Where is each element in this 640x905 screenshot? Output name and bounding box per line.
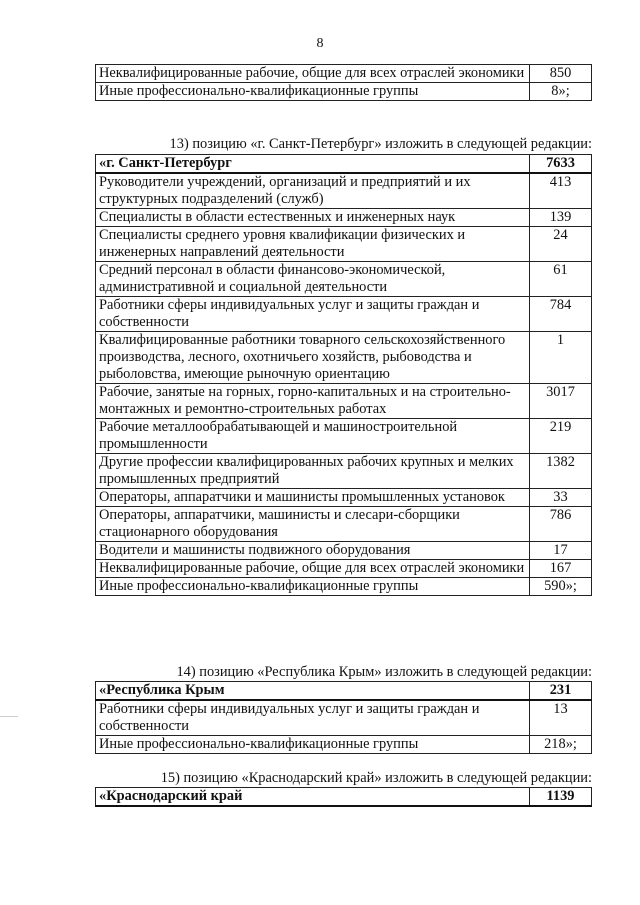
- table-row: [96, 489, 592, 507]
- row-value: 167: [530, 560, 592, 578]
- row-label: Иные профессионально-квалификационные группы: [96, 578, 530, 596]
- row-label: Неквалифицированные рабочие, общие для всех отраслей экономики: [96, 65, 530, 83]
- row-value: 218»;: [530, 736, 592, 754]
- section-heading: 15) позицию «Краснодарский край» изложить в следующей редакции:: [160, 770, 592, 786]
- region-name: «Республика Крым: [96, 682, 530, 701]
- section-table-block: [95, 681, 592, 754]
- table-head-row: [96, 788, 592, 807]
- section-table-block: [95, 154, 592, 596]
- row-label: Операторы, аппаратчики, машинисты и слесари-сборщики стационарного оборудования: [96, 507, 530, 542]
- row-label: Рабочие, занятые на горных, горно-капитальных и на строительно-монтажных и ремонтно-строительных работах: [96, 384, 530, 419]
- region-total: 7633: [530, 155, 592, 174]
- section-table: [95, 154, 592, 596]
- row-value: 784: [530, 297, 592, 332]
- row-value: 413: [530, 173, 592, 209]
- row-label: Специалисты в области естественных и инженерных наук: [96, 209, 530, 227]
- section-table: [95, 787, 592, 807]
- table-row: [96, 262, 592, 297]
- row-value: 61: [530, 262, 592, 297]
- row-label: Неквалифицированные рабочие, общие для всех отраслей экономики: [96, 560, 530, 578]
- row-value: 33: [530, 489, 592, 507]
- row-value: 3017: [530, 384, 592, 419]
- row-label: Рабочие металлообрабатывающей и машиностроительной промышленности: [96, 419, 530, 454]
- table-row: [96, 209, 592, 227]
- row-value: 590»;: [530, 578, 592, 596]
- row-value: 850: [530, 65, 592, 83]
- row-label: Руководители учреждений, организаций и предприятий и их структурных подразделений (служб): [96, 173, 530, 209]
- row-label: Работники сферы индивидуальных услуг и защиты граждан и собственности: [96, 700, 530, 736]
- table-row: [96, 578, 592, 596]
- table-row: [96, 173, 592, 209]
- row-label: Квалифицированные работники товарного сельскохозяйственного производства, лесного, охотничьего хозяйств, рыбоводства и рыболовства, имеющие рыночную ориентацию: [96, 332, 530, 384]
- table-row: [96, 297, 592, 332]
- section-heading: 13) позицию «г. Санкт-Петербург» изложить в следующей редакции:: [169, 136, 592, 152]
- row-label: Специалисты среднего уровня квалификации физических и инженерных направлений деятельности: [96, 227, 530, 262]
- row-value: 1382: [530, 454, 592, 489]
- continuation-table-block: [95, 64, 592, 101]
- row-label: Другие профессии квалифицированных рабочих крупных и мелких промышленных предприятий: [96, 454, 530, 489]
- table-row: [96, 736, 592, 754]
- table-head-row: [96, 682, 592, 701]
- region-name: «Краснодарский край: [96, 788, 530, 807]
- table-row: [96, 454, 592, 489]
- region-name: «г. Санкт-Петербург: [96, 155, 530, 174]
- scan-margin-mark: [0, 716, 18, 717]
- row-label: Иные профессионально-квалификационные группы: [96, 736, 530, 754]
- row-value: 17: [530, 542, 592, 560]
- table-row: [96, 227, 592, 262]
- table-row: [96, 700, 592, 736]
- table-row: [96, 332, 592, 384]
- row-value: 8»;: [530, 83, 592, 101]
- table-row: [96, 419, 592, 454]
- row-value: 1: [530, 332, 592, 384]
- region-total: 1139: [530, 788, 592, 807]
- row-value: 13: [530, 700, 592, 736]
- section-heading: 14) позицию «Республика Крым» изложить в следующей редакции:: [176, 664, 592, 680]
- row-value: 219: [530, 419, 592, 454]
- table-row: [96, 83, 592, 101]
- row-label: Иные профессионально-квалификационные группы: [96, 83, 530, 101]
- table-row: [96, 560, 592, 578]
- table-row: [96, 542, 592, 560]
- continuation-table: [95, 64, 592, 101]
- row-label: Средний персонал в области финансово-экономической, административной и социальной деятельности: [96, 262, 530, 297]
- section-table: [95, 681, 592, 754]
- row-label: Работники сферы индивидуальных услуг и защиты граждан и собственности: [96, 297, 530, 332]
- row-value: 139: [530, 209, 592, 227]
- table-row: [96, 507, 592, 542]
- region-total: 231: [530, 682, 592, 701]
- row-value: 24: [530, 227, 592, 262]
- table-head-row: [96, 155, 592, 174]
- row-label: Водители и машинисты подвижного оборудования: [96, 542, 530, 560]
- row-value: 786: [530, 507, 592, 542]
- table-row: [96, 65, 592, 83]
- section-table-block: [95, 787, 592, 807]
- table-row: [96, 384, 592, 419]
- page-number: 8: [316, 36, 324, 51]
- row-label: Операторы, аппаратчики и машинисты промышленных установок: [96, 489, 530, 507]
